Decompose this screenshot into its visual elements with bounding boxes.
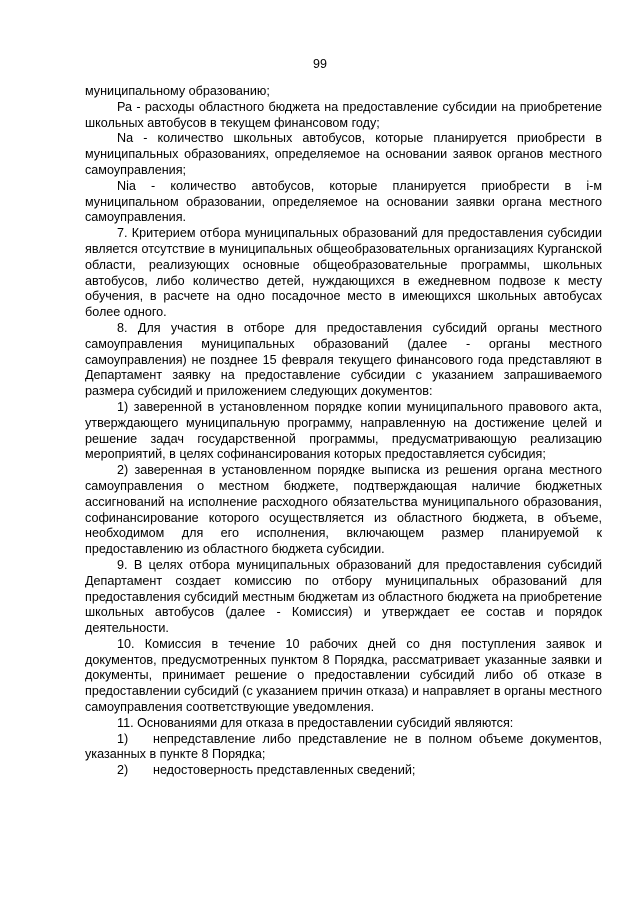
- paragraph: 8. Для участия в отборе для предоставления субсидий органы местного самоуправления муниципальных образований (далее - органы местного самоуправления) не позднее 15 февраля текущего финансового года представляют в Департамент заявку на предоставление субсидии с указанием запрашиваемого размера субсидий и приложением следующих документов:: [85, 320, 602, 399]
- list-item-text: недостоверность представленных сведений;: [153, 763, 416, 778]
- paragraph: 11. Основаниями для отказа в предоставлении субсидий являются:: [117, 715, 514, 730]
- list-item-text: непредставление либо представление не в полном объеме документов, указанных в пункте 8 Порядка;: [85, 731, 602, 762]
- list-item-number: 2): [117, 763, 129, 778]
- paragraph-continuation: муниципальному образованию;: [85, 84, 270, 98]
- paragraph: 1) заверенной в установленном порядке копии муниципального правового акта, утверждающего муниципальную программу, направленную на достижение целей и решение задач государственной программы, предусматривающую реализацию мероприятий, в целях софинансирования которых предоставляется субсидия;: [85, 399, 602, 462]
- list-item-number: 1): [117, 731, 129, 746]
- list-item: [85, 763, 602, 779]
- paragraph: 9. В целях отбора муниципальных образований для предоставления субсидий Департамент создает комиссию по отбору муниципальных образований для предоставления субсидий местным бюджетам из областного бюджета на приобретение школьных автобусов (далее - Комиссия) и утверждает ее состав и порядок деятельности.: [85, 557, 602, 636]
- paragraph: Nia - количество автобусов, которые планируется приобрести в i-м муниципальном образовании, определяемое на основании заявки органа местного самоуправления.: [85, 178, 602, 225]
- paragraph: Na - количество школьных автобусов, которые планируется приобрести в муниципальных образованиях, определяемое на основании заявок органов местного самоуправления;: [85, 131, 602, 177]
- paragraph: Ра - расходы областного бюджета на предоставление субсидии на приобретение школьных автобусов в текущем финансовом году;: [85, 99, 602, 130]
- paragraph: 10. Комиссия в течение 10 рабочих дней со дня поступления заявок и документов, предусмотренных пунктом 8 Порядка, рассматривает указанные заявки и документы, принимает решение о предоставлении субсидий либо об отказе в предоставлении субсидий (с указанием причин отказа) и направляет в органы местного самоуправления соответствующие уведомления.: [85, 636, 602, 715]
- list-item: [85, 732, 602, 764]
- paragraph: 2) заверенная в установленном порядке выписка из решения органа местного самоуправления о местном бюджете, подтверждающая наличие бюджетных ассигнований на исполнение расходного обязательства муниципального образования, софинансирование которого осуществляется из областного бюджета, в объеме, необходимом для его исполнения, включающем размер планируемой к предоставлению из областного бюджета субсидии.: [85, 463, 602, 557]
- page-number: 99: [313, 57, 327, 71]
- document-body: [85, 84, 602, 779]
- paragraph: 7. Критерием отбора муниципальных образований для предоставления субсидии является отсутствие в муниципальных общеобразовательных организациях Курганской области, реализующих основные общеобразовательные программы, школьных автобусов, либо количество детей, нуждающихся в ежедневном подвозе к месту обучения, в расчете на одно посадочное место в имеющихся школьных автобусах более одного.: [85, 226, 602, 320]
